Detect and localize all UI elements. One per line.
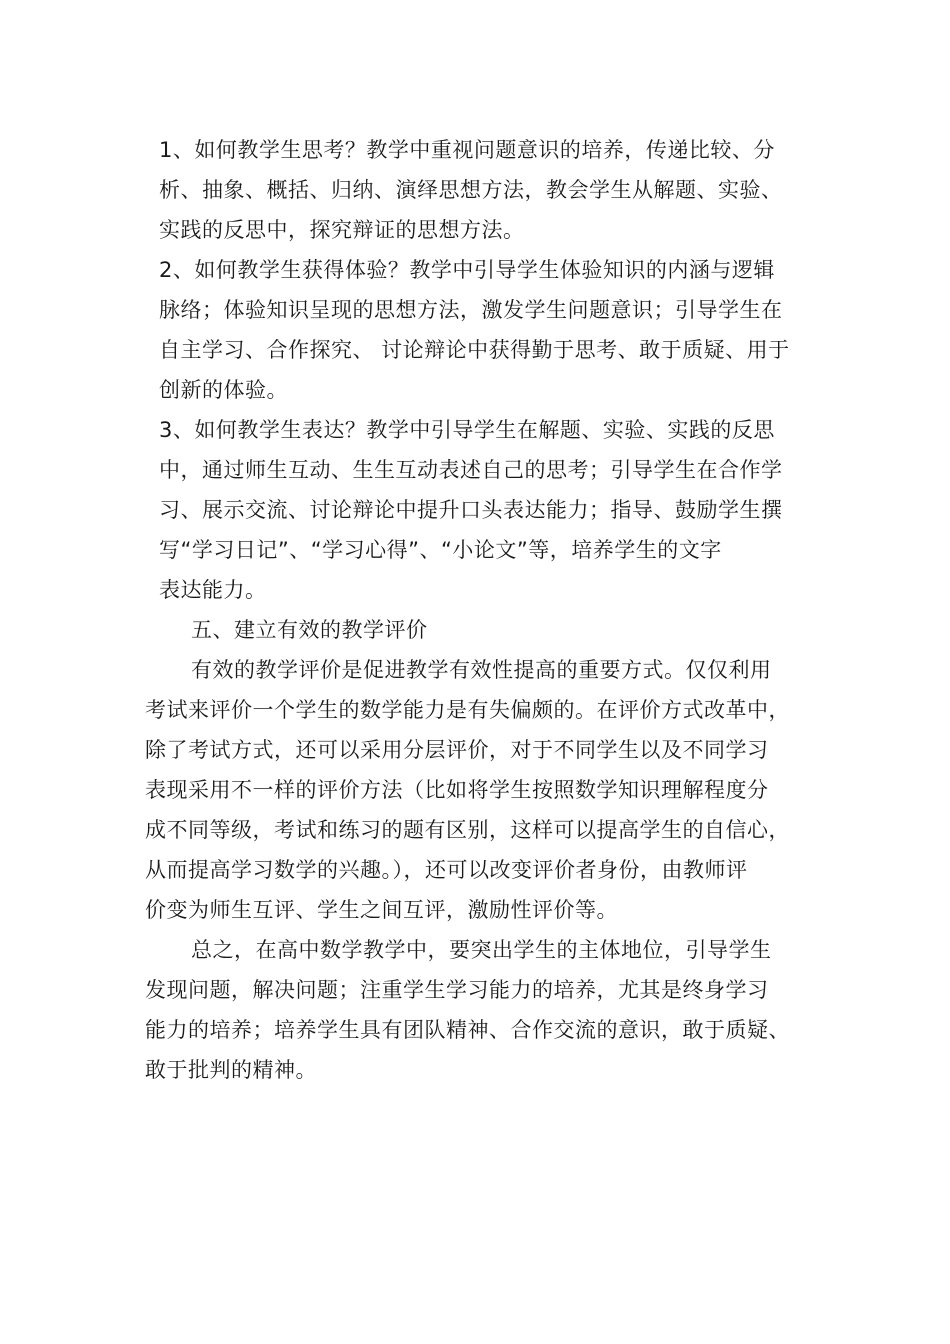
paragraph-line: 表现采用不一样的评价方法（比如将学生按照数学知识理解程度分: [145, 778, 769, 802]
paragraph-line: 2、如何教学生获得体验？教学中引导学生体验知识的内涵与逻辑: [159, 258, 775, 282]
paragraph-line: 价变为师生互评、学生之间互评，激励性评价等。: [145, 898, 618, 922]
paragraph-line: 成不同等级，考试和练习的题有区别，这样可以提高学生的自信心，: [145, 818, 790, 842]
paragraph-line: 实践的反思中，探究辩证的思想方法。: [159, 218, 525, 242]
paragraph-line: 3、如何教学生表达？教学中引导学生在解题、实验、实践的反思: [159, 418, 775, 442]
paragraph-line: 表达能力。: [159, 578, 267, 602]
section-heading: [145, 610, 810, 650]
paragraph-line: 从而提高学习数学的兴趣。），还可以改变评价者身份，由教师评: [145, 858, 748, 882]
paragraph-line: 敢于批判的精神。: [145, 1058, 317, 1082]
paragraph-line: 脉络；体验知识呈现的思想方法，激发学生问题意识；引导学生在: [159, 298, 783, 322]
paragraph-line: 析、抽象、概括、归纳、演绎思想方法，教会学生从解题、实验、: [159, 178, 783, 202]
paragraph-line: 有效的教学评价是促进教学有效性提高的重要方式。仅仅利用: [191, 658, 772, 682]
heading-line: 五、建立有效的教学评价: [191, 618, 428, 642]
paragraph-line: 1、如何教学生思考？教学中重视问题意识的培养，传递比较、分: [159, 138, 775, 162]
conclusion-paragraph: [145, 930, 810, 1090]
paragraph-line: 习、展示交流、讨论辩论中提升口头表达能力；指导、鼓励学生撰: [159, 498, 783, 522]
numbered-paragraph-1: [145, 130, 810, 250]
evaluation-paragraph: [145, 650, 810, 930]
paragraph-line: 发现问题，解决问题；注重学生学习能力的培养，尤其是终身学习: [145, 978, 769, 1002]
numbered-paragraph-2: [145, 250, 810, 410]
document-body: [145, 130, 810, 1090]
paragraph-line: 考试来评价一个学生的数学能力是有失偏颇的。在评价方式改革中，: [145, 698, 790, 722]
numbered-paragraph-3: [145, 410, 810, 610]
paragraph-line: 写“学习日记”、“学习心得”、“小论文”等，培养学生的文字: [159, 538, 722, 562]
paragraph-line: 总之，在高中数学教学中，要突出学生的主体地位，引导学生: [191, 938, 772, 962]
paragraph-line: 除了考试方式，还可以采用分层评价，对于不同学生以及不同学习: [145, 738, 769, 762]
paragraph-line: 能力的培养；培养学生具有团队精神、合作交流的意识，敢于质疑、: [145, 1018, 790, 1042]
paragraph-line: 中，通过师生互动、生生互动表述自己的思考；引导学生在合作学: [159, 458, 783, 482]
paragraph-line: 自主学习、合作探究、 讨论辩论中获得勤于思考、敢于质疑、用于: [159, 338, 790, 362]
paragraph-line: 创新的体验。: [159, 378, 288, 402]
